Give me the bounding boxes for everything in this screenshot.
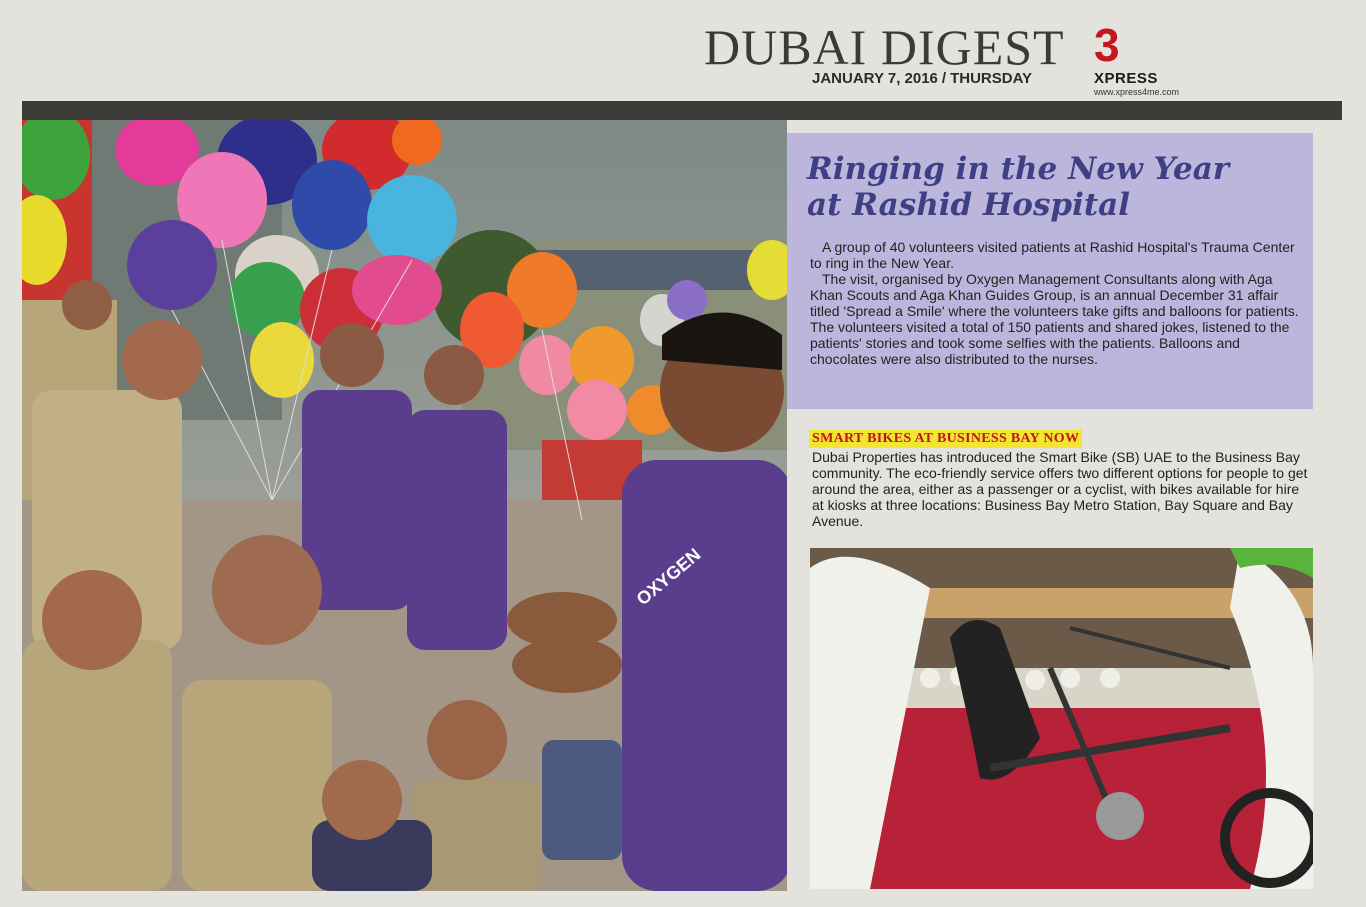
smart-bikes-heading: SMART BIKES AT BUSINESS BAY NOW bbox=[809, 430, 1082, 448]
section-title: DUBAI DIGEST bbox=[704, 19, 1065, 75]
page-number: 3 bbox=[1094, 19, 1120, 71]
photo-volunteers-balloons bbox=[22, 120, 787, 891]
headline-line-2: at Rashid Hospital bbox=[807, 187, 1131, 223]
feature-paragraph-2: The visit, organised by Oxygen Management Consultants along with Aga Khan Scouts and Aga Khan Guides Group, is an annual December 31 affair titled 'Spread a Smile' where the volunteers take gifts and balloons for patients. The volunteers visited a total of 150 patients and shared jokes, listened to the patients' stories and took some selfies with the patients. Balloons and chocolates were also distributed to the nurses. bbox=[810, 271, 1299, 367]
shirt-logo: OXYGEN bbox=[632, 544, 705, 610]
date-separator: / bbox=[941, 70, 947, 87]
brand-name: XPRESS bbox=[1094, 70, 1158, 87]
feature-body bbox=[810, 239, 1306, 367]
day-text: THURSDAY bbox=[950, 70, 1033, 87]
header-rule bbox=[22, 101, 1342, 120]
photo-smart-bike bbox=[810, 548, 1313, 889]
date-text: JANUARY 7, 2016 bbox=[812, 70, 938, 87]
brand-url: www.xpress4me.com bbox=[1094, 87, 1180, 97]
smart-bikes-body: Dubai Properties has introduced the Smart Bike (SB) UAE to the Business Bay community. The eco-friendly service offers two different options for people to get around the area, either as a passenger or a cyclist, with bikes available for hire at kiosks at three locations: Business Bay Metro Station, Bay Square and Bay Avenue. bbox=[812, 449, 1308, 529]
headline-line-1: Ringing in the New Year bbox=[807, 151, 1230, 187]
feature-headline bbox=[807, 151, 1307, 223]
issue-date bbox=[812, 70, 1032, 87]
photo-smart-bike-illustration bbox=[810, 548, 1313, 889]
photo-volunteers-illustration bbox=[22, 120, 787, 891]
feature-panel bbox=[787, 133, 1313, 409]
feature-paragraph-1: A group of 40 volunteers visited patients at Rashid Hospital's Trauma Center to ring in the New Year. bbox=[810, 239, 1295, 271]
